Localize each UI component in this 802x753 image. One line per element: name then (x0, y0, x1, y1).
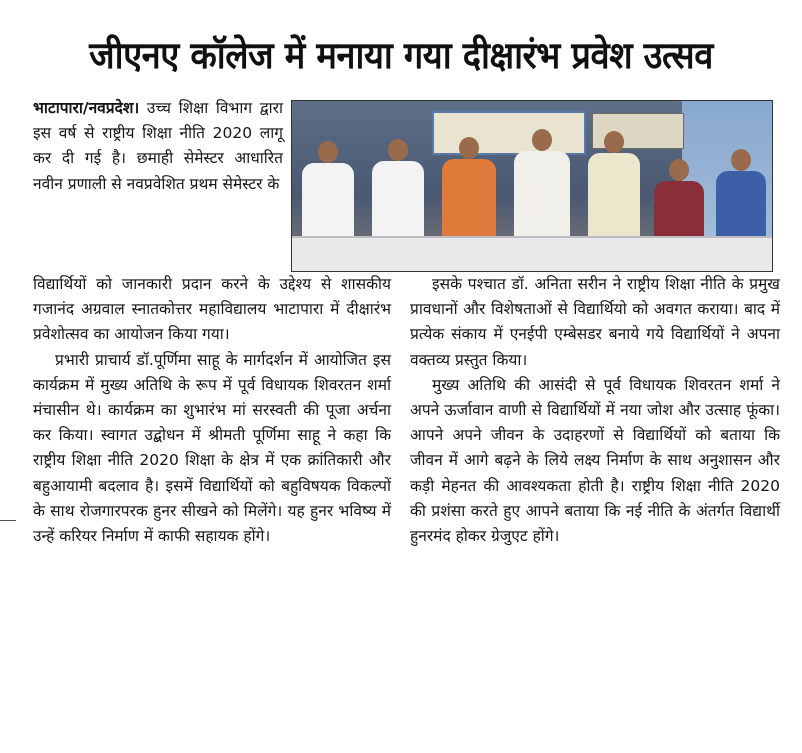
article-column-2 (410, 272, 780, 549)
article-paragraph-4: मुख्य अतिथि की आसंदी से पूर्व विधायक शिवरतन शर्मा ने अपने ऊर्जावान वाणी से विद्यार्थियों में नया जोश और उत्साह फूंका। आपने अपने जीवन के उदाहरणों से विद्यार्थियों को बताया कि जीवन में आगे बढ़ने के लिये लक्ष्य निर्माण के साथ अनुशासन और कड़ी मेहनत की आवश्यकता होती है। राष्ट्रीय शिक्षा नीति 2020 की प्रशंसा करते हुए आपने बताया कि नई नीति के अंतर्गत विद्यार्थी हुनरमंद होकर ग्रेजुएट होंगे। (410, 375, 780, 546)
photo-table (292, 236, 772, 272)
margin-rule (0, 520, 16, 521)
dateline: भाटापारा/नवप्रदेश। (33, 99, 140, 117)
article-paragraph-3: इसके पश्चात डॉ. अनिता सरीन ने राष्ट्रीय शिक्षा नीति के प्रमुख प्रावधानों और विशेषताओं से विद्यार्थियो को अवगत कराया। बाद में प्रत्येक संकाय में एनईपी एम्बेसडर बनाये गये विद्यार्थियों ने अपना वक्तव्य प्रस्तुत किया। (410, 275, 780, 369)
article-column-1-top (33, 96, 283, 197)
article-paragraph-1-cont: विद्यार्थियों को जानकारी प्रदान करने के उद्देश्य से शासकीय गजानंद अग्रवाल स्नातकोत्तर महाविद्यालय भाटापारा में दीक्षारंभ प्रवेशोत्सव का आयोजन किया गया। (33, 275, 391, 344)
article-paragraph-2: प्रभारी प्राचार्य डॉ.पूर्णिमा साहू के मार्गदर्शन में आयोजित इस कार्यक्रम में मुख्य अतिथि के रूप में पूर्व विधायक शिवरतन शर्मा मंचासीन थे। कार्यक्रम का शुभारंभ मां सरस्वती की पूजा अर्चना कर किया। स्वागत उद्बोधन में श्रीमती पूर्णिमा साहू ने कहा कि राष्ट्रीय शिक्षा नीति 2020 शिक्षा के क्षेत्र में एक क्रांतिकारी और बहुआयामी बदलाव है। इसमें विद्यार्थियों को बहुविषयक विकल्पों के साथ रोजगारपरक हुनर सीखने को मिलेंगे। यह हुनर भविष्य में उन्हें करियर निर्माण में काफी सहायक होंगे। (33, 350, 391, 546)
article-column-1 (33, 272, 391, 549)
event-photo (291, 100, 773, 272)
article-intro: उच्च शिक्षा विभाग द्वारा इस वर्ष से राष्ट्रीय शिक्षा नीति 2020 लागू कर दी गई है। छमाही सेमेस्टर आधारित नवीन प्रणाली से नवप्रवेशित प्रथम सेमेस्टर के (33, 99, 283, 193)
headline: जीएनए कॉलेज में मनाया गया दीक्षारंभ प्रवेश उत्सव (89, 34, 713, 77)
